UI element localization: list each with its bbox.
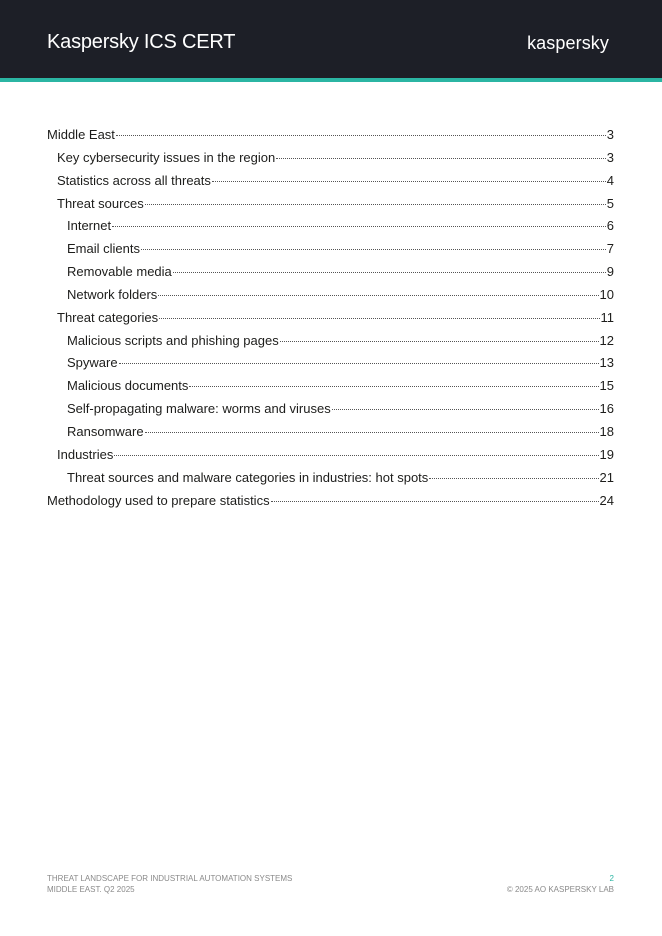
toc-entry-page[interactable]: 9 — [606, 264, 614, 280]
toc-entry-page[interactable]: 4 — [606, 172, 614, 188]
toc-entry[interactable] — [47, 398, 614, 421]
toc-dot-leader — [114, 455, 598, 456]
toc-dot-leader — [112, 226, 606, 227]
toc-entry[interactable] — [47, 261, 614, 284]
toc-entry-title[interactable]: Spyware — [67, 355, 118, 371]
toc-entry-page[interactable]: 16 — [599, 401, 614, 417]
header-title: Kaspersky ICS CERT — [47, 31, 236, 53]
toc-entry[interactable] — [47, 444, 614, 467]
toc-entry-page[interactable]: 24 — [599, 492, 614, 508]
toc-entry[interactable] — [47, 330, 614, 353]
toc-entry-page[interactable]: 11 — [600, 309, 614, 325]
toc-entry-title[interactable]: Network folders — [67, 286, 158, 302]
toc-entry-title[interactable]: Statistics across all threats — [57, 172, 211, 188]
toc-entry-title[interactable]: Ransomware — [67, 423, 144, 439]
toc-entry-title[interactable]: Threat sources — [57, 195, 144, 211]
toc-entry-title[interactable]: Self-propagating malware: worms and viruses — [67, 401, 331, 417]
toc-entry[interactable] — [47, 193, 614, 216]
toc-dot-leader — [145, 432, 599, 433]
page-header — [0, 0, 662, 78]
toc-entry-title[interactable]: Threat sources and malware categories in industries: hot spots — [67, 469, 429, 485]
toc-entry[interactable] — [47, 147, 614, 170]
toc-dot-leader — [280, 341, 599, 342]
toc-entry[interactable] — [47, 490, 614, 513]
toc-entry-title[interactable]: Malicious documents — [67, 378, 189, 394]
toc-dot-leader — [276, 158, 606, 159]
toc-entry[interactable] — [47, 352, 614, 375]
toc-entry-title[interactable]: Threat categories — [57, 309, 159, 325]
toc-entry-page[interactable]: 3 — [606, 127, 614, 142]
toc-entry-page[interactable]: 6 — [606, 218, 614, 234]
toc-dot-leader — [212, 181, 606, 182]
toc-entry[interactable] — [47, 467, 614, 490]
toc-entry[interactable] — [47, 170, 614, 193]
footer-line-2: MIDDLE EAST. Q2 2025 — [47, 885, 135, 894]
toc-entry-title[interactable]: Middle East — [47, 127, 115, 142]
toc-entry[interactable] — [47, 124, 614, 147]
toc-entry-page[interactable]: 19 — [599, 446, 614, 462]
toc-dot-leader — [158, 295, 598, 296]
toc-entry-page[interactable]: 13 — [599, 355, 614, 371]
toc-dot-leader — [332, 409, 599, 410]
toc-dot-leader — [141, 249, 606, 250]
table-of-contents — [47, 124, 614, 512]
toc-entry-page[interactable]: 18 — [599, 423, 614, 439]
toc-dot-leader — [119, 363, 599, 364]
toc-entry-page[interactable]: 10 — [599, 286, 614, 302]
toc-entry[interactable] — [47, 375, 614, 398]
kaspersky-logo: kaspersky — [527, 33, 609, 53]
toc-dot-leader — [189, 386, 598, 387]
copyright: © 2025 AO KASPERSKY LAB — [506, 885, 614, 894]
toc-entry-page[interactable]: 15 — [599, 378, 614, 394]
toc-entry-title[interactable]: Key cybersecurity issues in the region — [57, 149, 276, 165]
header-accent-bar — [0, 78, 662, 82]
toc-entry-title[interactable]: Internet — [67, 218, 112, 234]
toc-dot-leader — [429, 478, 598, 479]
toc-entry-title[interactable]: Removable media — [67, 264, 172, 280]
toc-entry-page[interactable]: 3 — [606, 149, 614, 165]
toc-entry[interactable] — [47, 238, 614, 261]
toc-entry[interactable] — [47, 215, 614, 238]
page-number: 2 — [609, 874, 614, 883]
toc-entry-page[interactable]: 5 — [606, 195, 614, 211]
toc-entry[interactable] — [47, 307, 614, 330]
toc-entry[interactable] — [47, 421, 614, 444]
toc-dot-leader — [116, 135, 606, 136]
toc-entry-title[interactable]: Malicious scripts and phishing pages — [67, 332, 279, 348]
toc-entry-title[interactable]: Methodology used to prepare statistics — [47, 492, 270, 508]
toc-dot-leader — [271, 501, 599, 502]
toc-entry[interactable] — [47, 284, 614, 307]
footer-line-1: THREAT LANDSCAPE FOR INDUSTRIAL AUTOMATION SYSTEMS — [47, 874, 293, 883]
toc-dot-leader — [173, 272, 606, 273]
toc-entry-title[interactable]: Email clients — [67, 241, 140, 257]
toc-entry-page[interactable]: 12 — [599, 332, 614, 348]
footer-right — [507, 873, 614, 895]
footer-document-title — [47, 873, 292, 895]
toc-dot-leader — [159, 318, 599, 319]
toc-entry-title[interactable]: Industries — [57, 446, 114, 462]
toc-entry-page[interactable]: 7 — [606, 241, 614, 257]
toc-dot-leader — [145, 204, 606, 205]
toc-entry-page[interactable]: 21 — [599, 469, 614, 485]
